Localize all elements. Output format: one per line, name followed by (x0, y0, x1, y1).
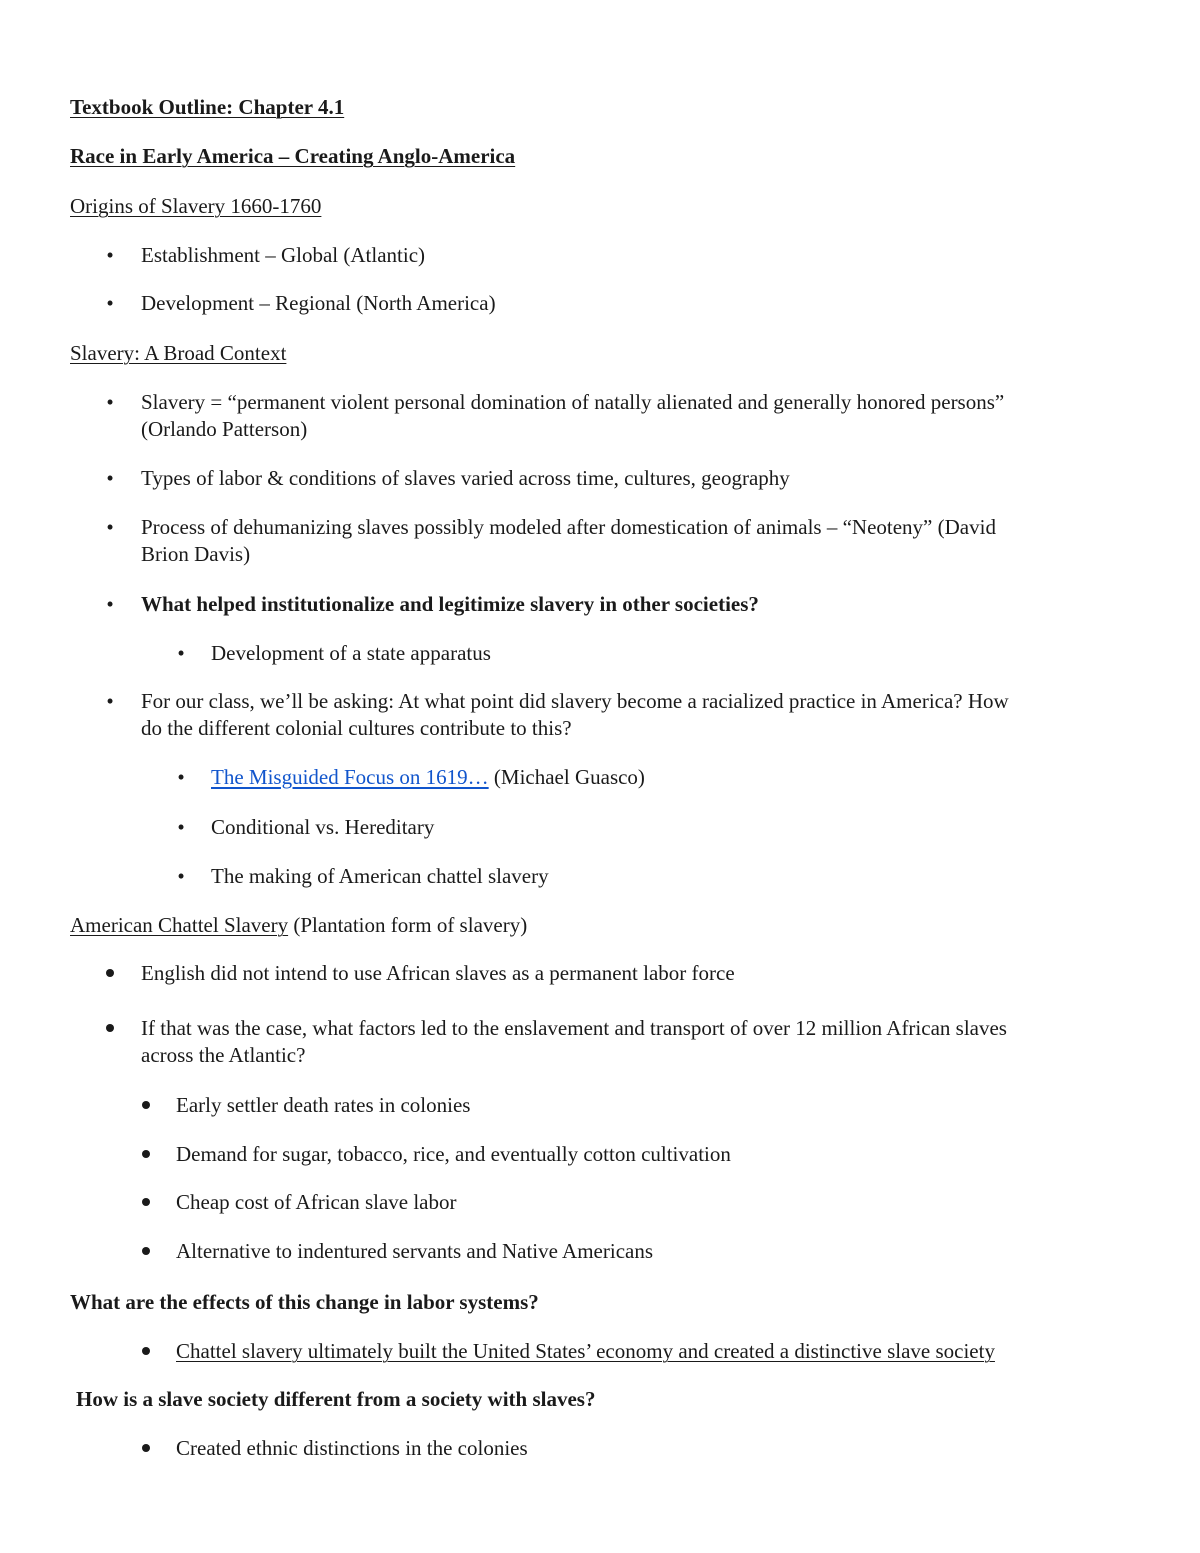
bullet-dot (142, 1198, 150, 1206)
bullet: • (106, 291, 114, 315)
list-item: Process of dehumanizing slaves possibly modeled after domestication of animals – “Neoteny” (David (141, 515, 996, 539)
list-item-continued: (Orlando Patterson) (141, 417, 308, 441)
sub-list-item: The making of American chattel slavery (211, 864, 549, 888)
outline-heading: Textbook Outline: Chapter 4.1 (70, 95, 345, 119)
list-item: Slavery = “permanent violent personal domination of natally alienated and generally honored persons” (141, 390, 1005, 414)
sub-list-item: Cheap cost of African slave labor (176, 1190, 457, 1214)
bullet: • (177, 641, 185, 665)
list-item: Types of labor & conditions of slaves varied across time, cultures, geography (141, 466, 790, 490)
list-item: For our class, we’ll be asking: At what point did slavery become a racialized practice in America? How (141, 689, 1009, 713)
section-title-broad-context: Slavery: A Broad Context (70, 341, 287, 365)
bullet: • (177, 815, 185, 839)
bullet: • (106, 515, 114, 539)
sub-list-item: Demand for sugar, tobacco, rice, and eventually cotton cultivation (176, 1142, 731, 1166)
bullet: • (106, 689, 114, 713)
bullet-dot (106, 1024, 114, 1032)
bullet: • (177, 765, 185, 789)
bullet: • (177, 864, 185, 888)
list-item: Establishment – Global (Atlantic) (141, 243, 426, 267)
question-effects: What are the effects of this change in labor systems? (70, 1290, 539, 1314)
bullet-dot (106, 969, 114, 977)
bullet-dot (142, 1347, 150, 1355)
link-attribution: (Michael Guasco) (488, 765, 645, 789)
section-title-chattel-note: (Plantation form of slavery) (288, 913, 528, 937)
sub-list-item: Conditional vs. Hereditary (211, 815, 435, 839)
bullet-dot (142, 1247, 150, 1255)
list-item-continued: across the Atlantic? (141, 1043, 306, 1067)
list-item-continued: Brion Davis) (141, 542, 251, 566)
bullet: • (106, 466, 114, 490)
question-slave-society: How is a slave society different from a society with slaves? (76, 1387, 596, 1411)
sub-list-item: Alternative to indentured servants and Native Americans (176, 1239, 654, 1263)
bullet-dot (142, 1150, 150, 1158)
sub-list-item: Early settler death rates in colonies (176, 1093, 471, 1117)
list-item-question: What helped institutionalize and legitimize slavery in other societies? (141, 592, 759, 616)
list-item: English did not intend to use African slaves as a permanent labor force (141, 961, 735, 985)
section-title-chattel (70, 912, 527, 939)
list-item-continued: do the different colonial cultures contribute to this? (141, 716, 572, 740)
sub-list-item: Chattel slavery ultimately built the United States’ economy and created a distinctive slave society (176, 1339, 995, 1363)
bullet-dot (142, 1444, 150, 1452)
section-title-origins: Origins of Slavery 1660-1760 (70, 194, 322, 218)
bullet: • (106, 592, 114, 616)
bullet-dot (142, 1101, 150, 1109)
sub-list-item: Development of a state apparatus (211, 641, 491, 665)
list-item: Development – Regional (North America) (141, 291, 496, 315)
list-item: If that was the case, what factors led to the enslavement and transport of over 12 million African slaves (141, 1016, 1007, 1040)
sub-list-item: Created ethnic distinctions in the colonies (176, 1436, 528, 1460)
misguided-focus-link[interactable]: The Misguided Focus on 1619… (211, 765, 489, 789)
bullet: • (106, 243, 114, 267)
sub-list-item (211, 764, 645, 791)
bullet: • (106, 390, 114, 414)
section-title-chattel-text: American Chattel Slavery (70, 913, 289, 937)
outline-subheading: Race in Early America – Creating Anglo-America (70, 144, 516, 168)
